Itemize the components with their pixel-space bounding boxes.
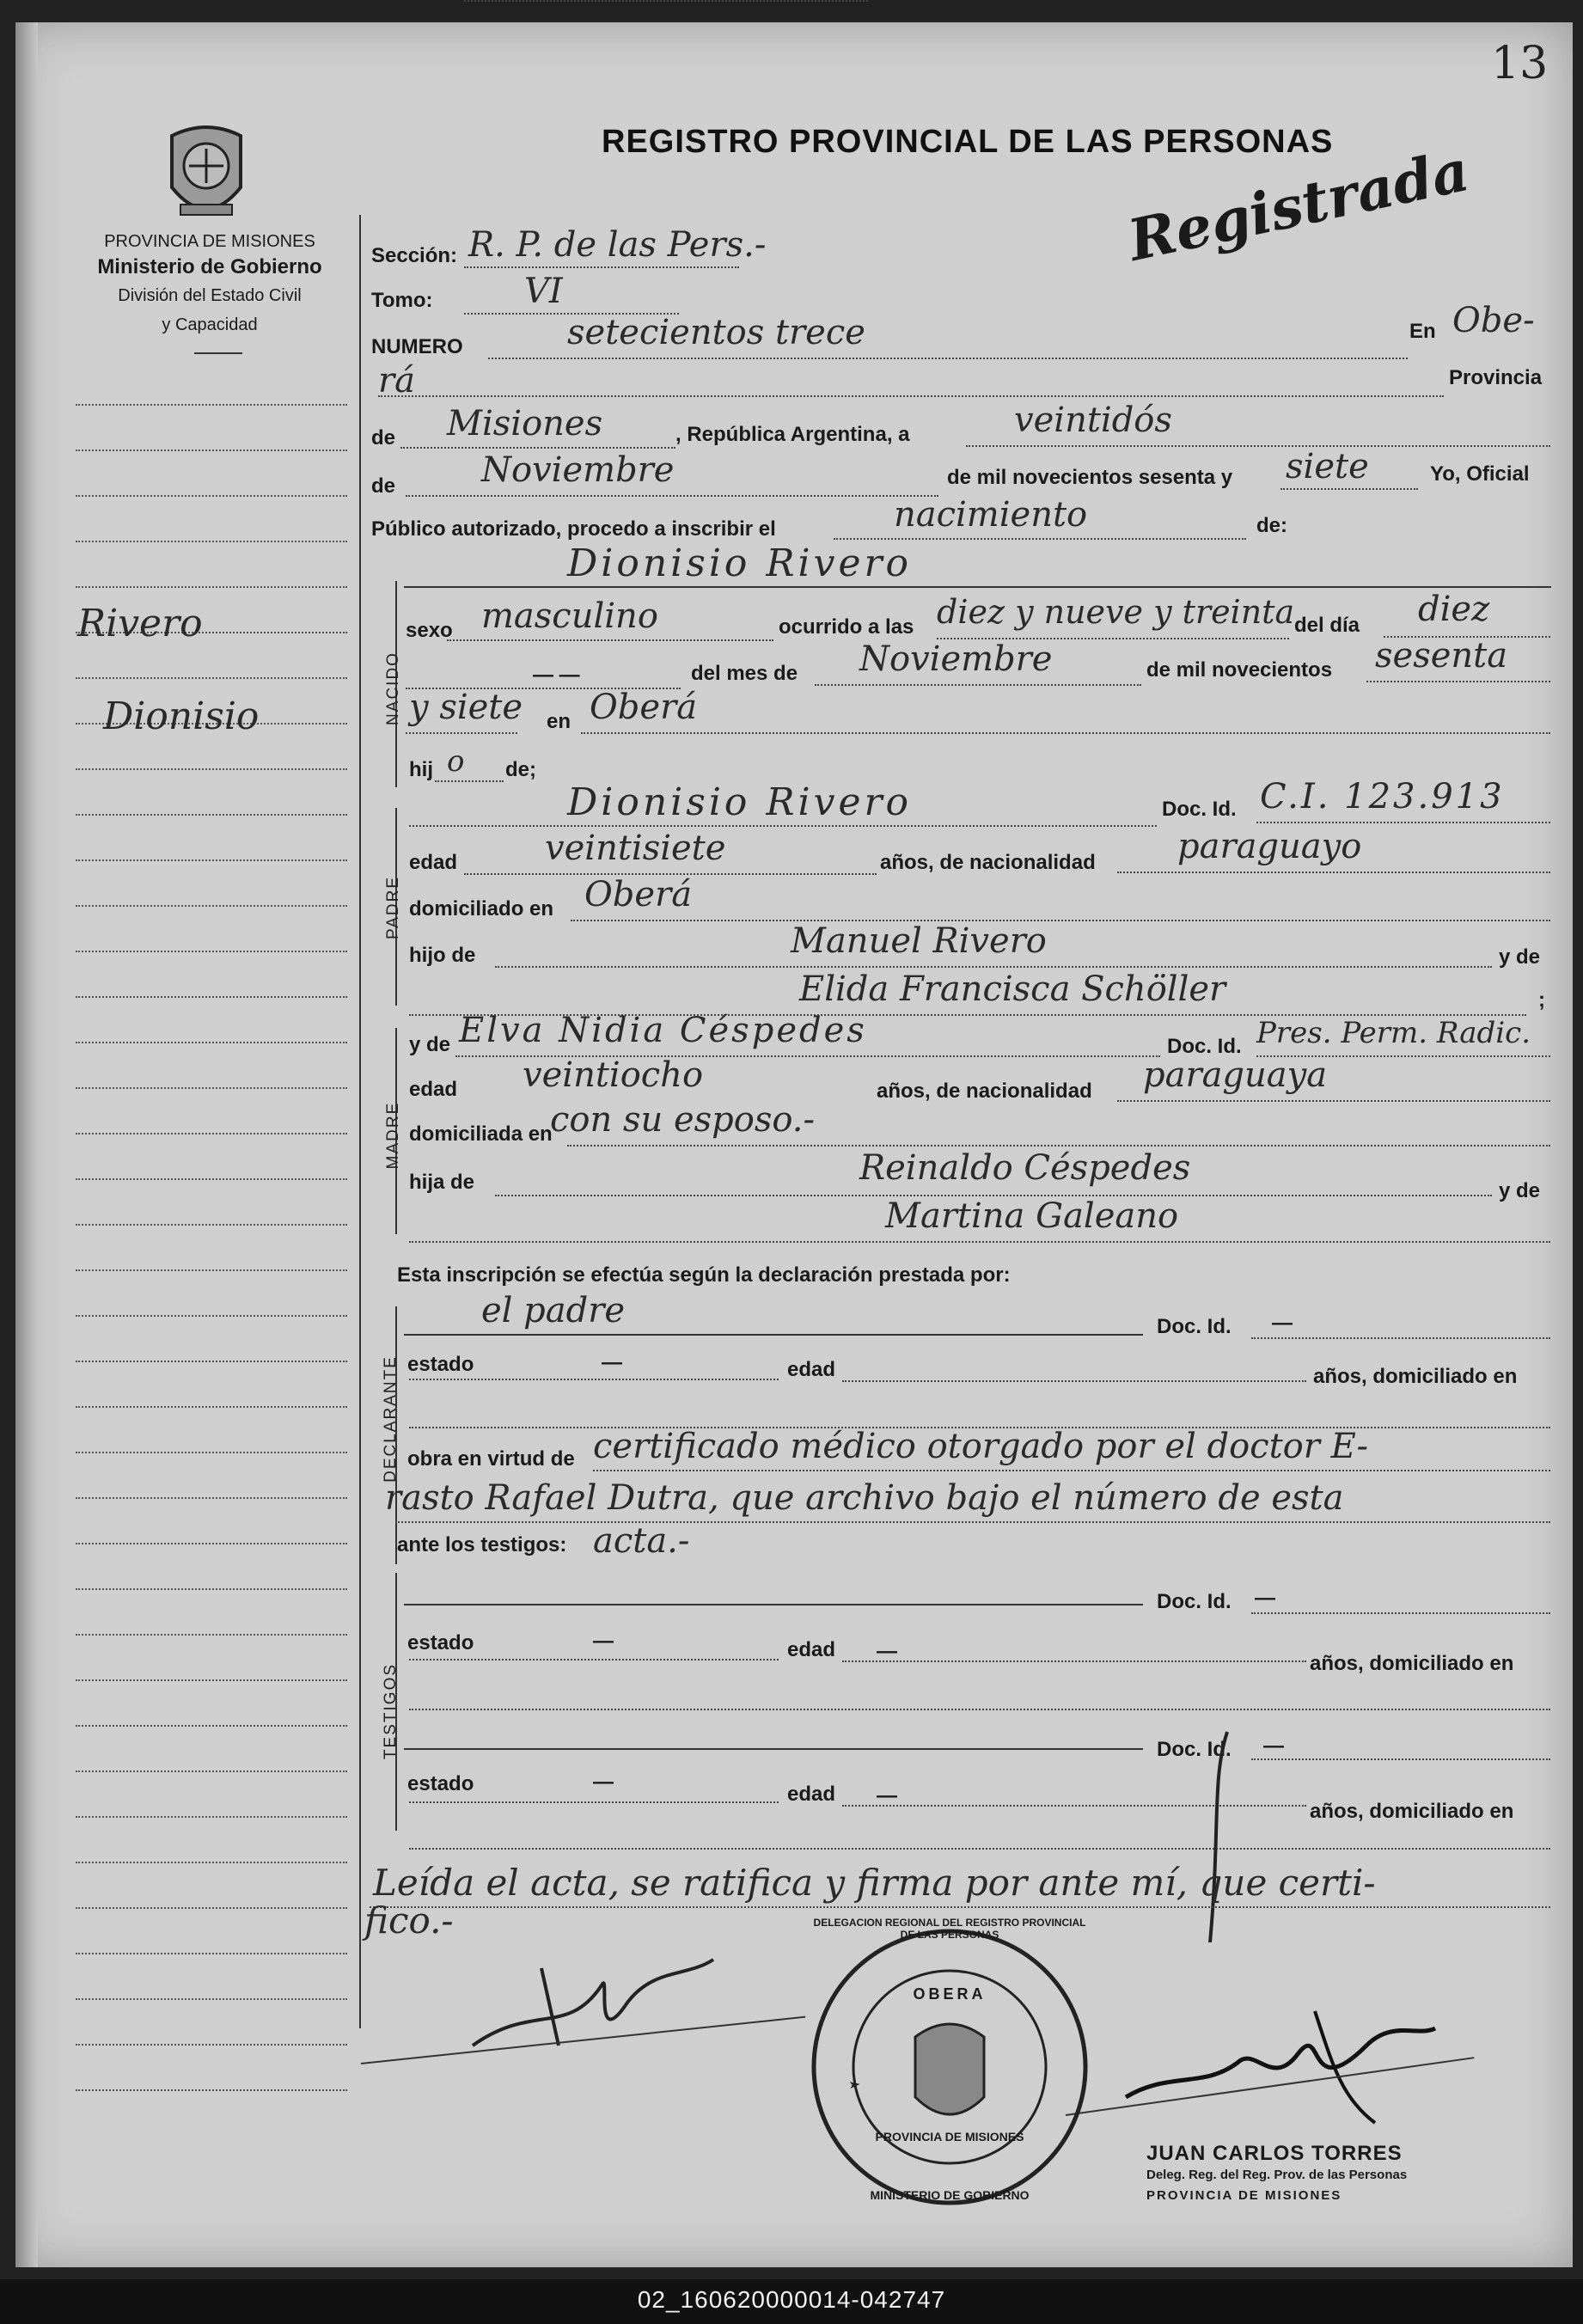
padre-dom-value: Oberá [584,875,693,914]
testigo2-edad-value: — [877,1784,897,1807]
hij-value: o [447,744,465,779]
padre-yde-label: y de [1499,945,1541,969]
lugar-value: Oberá [590,688,698,727]
stub-ruled-line [76,1361,347,1362]
nacido-nombre-line [404,586,1551,588]
declarante-edad-label: edad [787,1358,836,1381]
binding-spine [15,22,38,2267]
seal-outer-text: DELEGACION REGIONAL DEL REGISTRO PROVINCIAL DE LAS PERSONAS [813,1917,1086,1941]
stub-ruled-line [76,1133,347,1134]
padre-edad-label: edad [409,851,458,874]
obra-value-1: certificado médico otorgado por el doctor E- [593,1427,1369,1466]
stub-ruled-line [76,905,347,907]
seccion-label: Sección: [371,244,458,267]
stub-ruled-line [76,2044,347,2046]
stub-ruled-line [76,1543,347,1544]
madre-edad-value: veintiocho [523,1055,704,1095]
padre-hijo-label: hijo de [409,944,476,967]
madre-madre-value: Martina Galeano [885,1196,1179,1236]
padre-nac-line [1117,872,1550,873]
stub-ruled-line [76,1588,347,1590]
officer-signature [1117,1994,1444,2131]
madre-nombre: Elva Nidia Céspedes [459,1011,867,1050]
madre-dom-line [567,1145,1550,1147]
sexo-line [447,639,773,641]
closing-line-1: Leída el acta, se ratifica y firma por ante mí, que certi- [373,1862,1376,1904]
oficial-label: Yo, Oficial [1430,462,1530,486]
stub-given-name: Dionisio [103,694,260,738]
padre-padre-value: Manuel Rivero [791,921,1047,961]
testigo2-doc-line [1251,1758,1550,1760]
padre-doc-label: Doc. Id. [1162,798,1237,821]
nacido-nombre: Dionisio Rivero [567,541,912,585]
provincia-label: Provincia [1449,366,1543,389]
obra-value-3: acta.- [593,1521,690,1561]
registry-title: REGISTRO PROVINCIAL DE LAS PERSONAS [602,124,1334,160]
madre-yde2-label: y de [1499,1179,1541,1202]
en-label: En [1409,320,1436,343]
seal-inner-bottom: PROVINCIA DE MISIONES [875,2130,1024,2144]
mes-nac-value: Noviembre [859,639,1053,679]
stub-ruled-line [76,450,347,451]
mes-nac-line [815,684,1141,686]
testigo1-estado-value: — [593,1630,614,1653]
seal-inner-top: OBERA [913,1985,987,2003]
stub-ruled-line [76,1497,347,1499]
closing-line-2: fico.- [364,1899,454,1942]
testigo2-edad-label: edad [787,1783,836,1806]
registered-stamp: Registrada [1122,137,1475,274]
testigo1-dom-line [409,1709,1550,1710]
del-dia-label: del día [1294,614,1360,637]
testigo2-doc-label: Doc. Id. [1157,1738,1232,1761]
mes-value: Noviembre [481,450,675,490]
numero-label: NUMERO [371,335,463,358]
obra-line-2 [395,1521,1550,1523]
declarante-estado-label: estado [407,1353,474,1376]
dia-nac-value: diez [1418,590,1490,629]
declarante-doc-label: Doc. Id. [1157,1315,1232,1338]
stub-ruled-line [76,1907,347,1909]
sexo-value: masculino [481,596,658,636]
stub-ruled-line [76,1315,347,1317]
stub-divider [359,215,361,2028]
anio-line [1280,488,1418,490]
stub-ruled-line [76,1452,347,1453]
padre-nombre-line [409,825,1157,827]
testigo2-estado-label: estado [407,1772,474,1795]
coat-of-arms-icon [155,119,258,230]
declarante-edad-line [842,1380,1306,1382]
padre-doc-value: C.I. 123.913 [1260,777,1505,816]
publico-label: Público autorizado, procedo a inscribir el [371,517,776,541]
en-value-1: Obe- [1452,301,1535,340]
footer-id: 02_160620000014-042747 [637,2286,946,2313]
testigo1-anios-label: años, domiciliado en [1310,1652,1514,1675]
nacido-section-label: NACIDO [384,651,402,725]
testigo1-doc-label: Doc. Id. [1157,1590,1232,1613]
madre-nac-value: paraguaya [1143,1055,1328,1095]
tomo-label: Tomo: [371,289,433,312]
declarante-doc-line [1251,1337,1550,1339]
testigo2-anios-label: años, domiciliado en [1310,1800,1514,1823]
padre-nac-value: paraguayo [1177,827,1362,866]
mil-nac-label: de mil novecientos [1146,658,1333,682]
padre-semicolon: ; [1538,988,1545,1012]
stub-ruled-line [76,951,347,952]
dia-value: veintidós [1014,401,1172,440]
padre-madre-value: Elida Francisca Schöller [799,969,1226,1009]
padre-dom-line [571,920,1550,921]
testigo2-nombre-line [404,1748,1143,1750]
stub-ruled-line [76,996,347,998]
provincia-value: Misiones [447,404,603,443]
de-nac-label: de; [505,758,536,781]
madre-dom-label: domiciliada en [409,1122,553,1146]
padre-dom-label: domiciliado en [409,897,554,920]
obra-value-2: rasto Rafael Dutra, que archivo bajo el número de esta [385,1478,1344,1518]
republica-label: , República Argentina, a [675,423,910,446]
stub-ruled-line [76,1042,347,1043]
testigo2-doc-value: — [1263,1734,1284,1758]
ministry-label: Ministerio de Gobierno [97,255,322,278]
division-label-2: y Capacidad [162,315,258,334]
stub-ruled-line [76,1953,347,1954]
padre-nac-label: años, de nacionalidad [880,851,1096,874]
stub-ruled-line [76,859,347,861]
declarante-anios-label: años, domiciliado en [1313,1365,1518,1388]
seccion-value: R. P. de las Pers.- [468,225,767,265]
stub-ruled-line [76,1771,347,1772]
numero-line [488,358,1408,359]
en-nac-label: en [547,710,571,733]
testigo1-edad-line [842,1660,1306,1662]
declarante-section-label: DECLARANTE [382,1355,400,1483]
stub-ruled-line [76,1862,347,1863]
tomo-value: VI [524,272,563,311]
declaracion-intro: Esta inscripción se efectúa según la declaración prestada por: [397,1263,1011,1287]
testigos-section-label: TESTIGOS [382,1662,400,1760]
division-label-1: División del Estado Civil [118,286,302,305]
de-label: de [371,426,396,450]
en-value-2: rá [378,361,415,401]
lugar-line [581,732,1550,734]
mes-line [406,495,938,497]
declarante-estado-line [409,1379,779,1380]
acto-value: nacimiento [894,495,1088,535]
madre-nac-label: años, de nacionalidad [877,1079,1092,1103]
stub-ruled-line [76,2089,347,2091]
declarante-estado-value: — [602,1351,622,1374]
official-seal-icon [808,1925,1091,2209]
anio-value: siete [1286,447,1369,486]
de-colon-label: de: [1256,514,1287,537]
madre-madre-line [409,1241,1550,1243]
anio-nac-value-2: y siete [409,688,523,727]
madre-edad-label: edad [409,1078,458,1101]
dash-value: — — [533,664,580,687]
stub-ruled-line [76,1224,347,1226]
testigo2-estado-value: — [593,1771,614,1794]
stub-ruled-line [76,677,347,679]
declarant-signature [464,1951,722,2063]
numero-value: setecientos trece [567,313,865,352]
madre-hija-label: hija de [409,1171,475,1194]
stub-ruled-line [76,768,347,770]
testigo2-estado-line [409,1801,779,1803]
padre-section-label: PADRE [384,875,402,940]
hij-label: hij [409,758,433,781]
madre-edad-line [464,0,868,2]
testigo1-doc-value: — [1255,1587,1275,1610]
dia-line [966,445,1550,447]
obra-line-1 [593,1470,1550,1471]
provincia-value-line [400,447,675,449]
anio-nac-line [1366,681,1550,682]
testigo1-edad-value: — [877,1640,897,1663]
stub-ruled-line [76,404,347,406]
stub-ruled-line [76,1998,347,2000]
testigo2-dom-line [409,1848,1550,1850]
officer-title-1: Deleg. Reg. del Reg. Prov. de las Personas [1146,2168,1408,2182]
madre-nac-line [1117,1100,1550,1102]
stub-ruled-line [76,1679,347,1681]
province-label: PROVINCIA DE MISIONES [104,232,315,251]
page-number: 13 [1491,38,1549,89]
anio2-line [406,732,517,734]
madre-padre-value: Reinaldo Céspedes [859,1148,1191,1188]
closing-line-1-rule [370,1906,1550,1908]
stub-ruled-line [76,1406,347,1408]
declarante-nombre-line [404,1334,1143,1336]
madre-dom-value: con su esposo.- [550,1100,815,1140]
ministry-divider [194,352,242,354]
declarante-nombre: el padre [481,1291,626,1330]
svg-text:★: ★ [845,2076,863,2093]
seal-bottom-text: MINISTERIO DE GOBIERNO [870,2188,1030,2202]
testigo1-estado-line [409,1659,779,1660]
stub-ruled-line [76,1178,347,1180]
mil-label: de mil novecientos sesenta y [947,466,1233,489]
stub-ruled-line [76,814,347,816]
stub-ruled-line [76,1816,347,1818]
obra-label: obra en virtud de [407,1447,575,1471]
stub-ruled-line [76,1269,347,1271]
padre-padre-line [495,966,1492,968]
stub-ruled-line [76,495,347,497]
padre-nombre: Dionisio Rivero [567,780,912,824]
testigo1-doc-line [1251,1612,1550,1614]
ante-testigos-label: ante los testigos: [397,1533,567,1556]
ocurrido-label: ocurrido a las [779,615,914,639]
testigo1-edad-label: edad [787,1638,836,1661]
madre-doc-value: Pres. Perm. Radic. [1256,1016,1531,1050]
madre-doc-label: Doc. Id. [1167,1035,1242,1058]
hij-line [435,780,504,782]
officer-title-2: PROVINCIA DE MISIONES [1146,2188,1342,2203]
declarante-doc-value: — [1272,1312,1293,1335]
stub-ruled-line [76,586,347,588]
anio-nac-value-1: sesenta [1375,636,1508,676]
acto-line [834,538,1246,540]
mes-nac-label: del mes de [691,662,798,685]
stub-surname: Rivero [77,602,203,645]
stub-ruled-line [76,1634,347,1636]
sexo-label: sexo [406,619,453,642]
seccion-line [464,266,739,268]
officer-name: JUAN CARLOS TORRES [1146,2142,1403,2165]
stub-ruled-line [76,1087,347,1089]
stub-ruled-line [76,1725,347,1727]
signature-stroke-vertical [1195,1728,1246,1951]
de-label-2: de [371,474,396,498]
madre-yde-label: y de [409,1033,451,1056]
testigo1-nombre-line [404,1604,1143,1605]
padre-edad-value: veintisiete [545,829,726,868]
testigo1-estado-label: estado [407,1631,474,1654]
stub-ruled-line [76,541,347,542]
hora-value: diez y nueve y treinta [937,593,1295,631]
madre-section-label: MADRE [384,1101,402,1170]
padre-doc-line [1256,822,1550,823]
provincia-line [378,395,1444,397]
